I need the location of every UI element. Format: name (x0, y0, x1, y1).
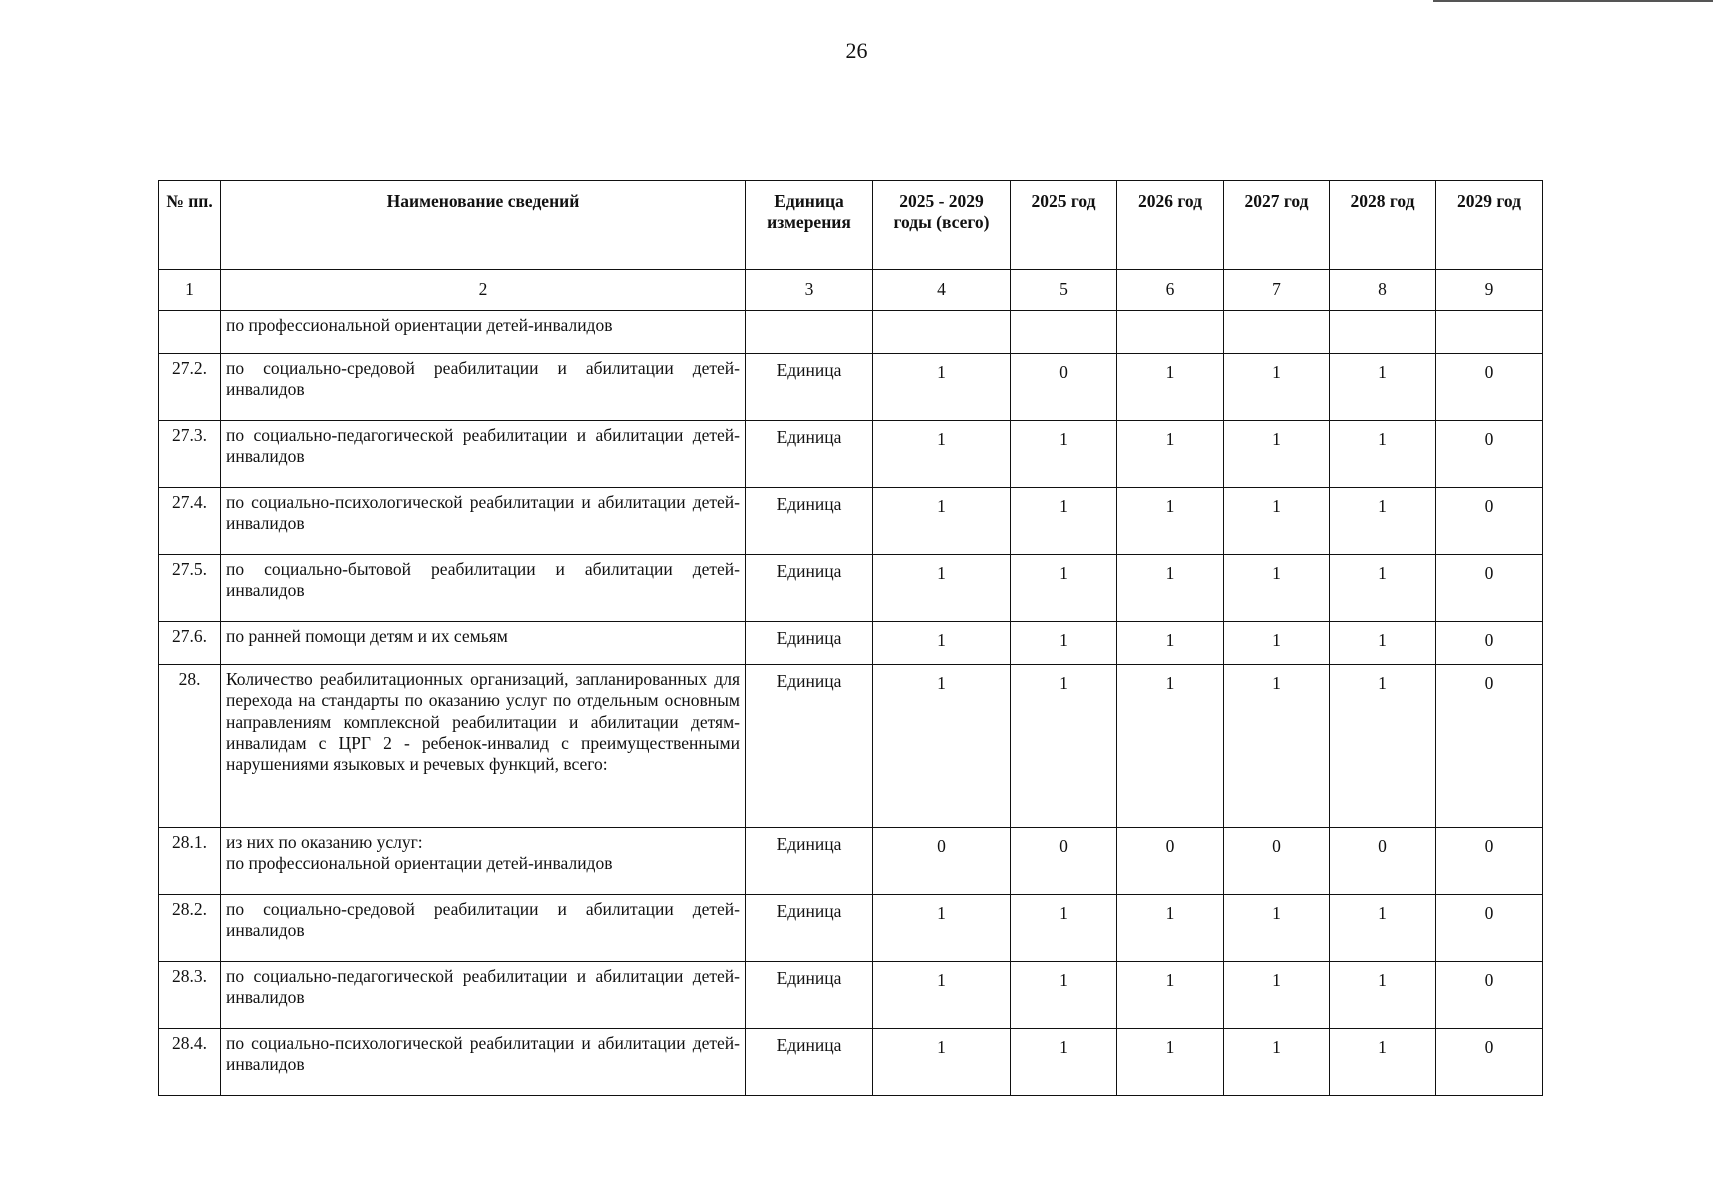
value-total: 1 (873, 421, 1011, 488)
header-name: Наименование сведений (221, 181, 746, 270)
row-unit: Единица (746, 1029, 873, 1096)
row-number: 27.6. (159, 622, 221, 665)
value-2028: 1 (1330, 962, 1436, 1029)
row-unit: Единица (746, 828, 873, 895)
row-unit: Единица (746, 555, 873, 622)
row-number: 27.5. (159, 555, 221, 622)
value-2029: 0 (1436, 488, 1543, 555)
value-total: 1 (873, 354, 1011, 421)
column-index-row (159, 270, 1543, 311)
header-2027: 2027 год (1224, 181, 1330, 270)
value-2026: 1 (1117, 421, 1224, 488)
index-cell: 2 (221, 270, 746, 311)
row-number: 28. (159, 665, 221, 828)
row-name: по профессиональной ориентации детей-инвалидов (221, 311, 746, 354)
table-row (159, 665, 1543, 828)
value-2026 (1117, 311, 1224, 354)
value-2029: 0 (1436, 622, 1543, 665)
value-2025: 0 (1011, 354, 1117, 421)
row-name: по социально-педагогической реабилитации и абилитации детей-инвалидов (221, 421, 746, 488)
value-2027: 1 (1224, 895, 1330, 962)
value-2025: 1 (1011, 962, 1117, 1029)
table-row (159, 555, 1543, 622)
page-number: 26 (845, 38, 868, 63)
table-row (159, 622, 1543, 665)
value-2028: 0 (1330, 828, 1436, 895)
row-number (159, 311, 221, 354)
value-2029: 0 (1436, 665, 1543, 828)
header-2029: 2029 год (1436, 181, 1543, 270)
value-2028: 1 (1330, 354, 1436, 421)
index-cell: 9 (1436, 270, 1543, 311)
row-number: 28.2. (159, 895, 221, 962)
header-2026: 2026 год (1117, 181, 1224, 270)
table-row (159, 1029, 1543, 1096)
value-2026: 1 (1117, 1029, 1224, 1096)
value-2027: 0 (1224, 828, 1330, 895)
header-row (159, 181, 1543, 270)
row-name: Количество реабилитационных организаций, запланированных для перехода на стандарты по оказанию услуг по отдельным основным направлениям комплексной реабилитации и абилитации детям-инвалидам с ЦРГ 2 - ребенок-инвалид с преимущественными нарушениями языковых и речевых функций, всего: (221, 665, 746, 828)
value-total: 1 (873, 895, 1011, 962)
row-unit: Единица (746, 895, 873, 962)
row-unit: Единица (746, 665, 873, 828)
table-row (159, 311, 1543, 354)
table-row (159, 828, 1543, 895)
row-unit: Единица (746, 622, 873, 665)
value-2027: 1 (1224, 421, 1330, 488)
value-2027: 1 (1224, 665, 1330, 828)
header-total: 2025 - 2029 годы (всего) (873, 181, 1011, 270)
value-2026: 1 (1117, 622, 1224, 665)
value-2029: 0 (1436, 1029, 1543, 1096)
value-2026: 1 (1117, 488, 1224, 555)
value-2025: 1 (1011, 555, 1117, 622)
table-row (159, 895, 1543, 962)
index-cell: 1 (159, 270, 221, 311)
value-total: 1 (873, 555, 1011, 622)
value-total: 1 (873, 665, 1011, 828)
value-2026: 0 (1117, 828, 1224, 895)
value-2025: 1 (1011, 488, 1117, 555)
table-row (159, 488, 1543, 555)
row-number: 28.1. (159, 828, 221, 895)
row-number: 27.2. (159, 354, 221, 421)
row-name: по социально-средовой реабилитации и абилитации детей-инвалидов (221, 895, 746, 962)
index-cell: 7 (1224, 270, 1330, 311)
value-total: 1 (873, 622, 1011, 665)
header-2025: 2025 год (1011, 181, 1117, 270)
row-name: по социально-бытовой реабилитации и абилитации детей-инвалидов (221, 555, 746, 622)
row-name: по социально-средовой реабилитации и абилитации детей-инвалидов (221, 354, 746, 421)
value-2025: 1 (1011, 895, 1117, 962)
value-2026: 1 (1117, 555, 1224, 622)
index-cell: 3 (746, 270, 873, 311)
row-name: по социально-психологической реабилитации и абилитации детей-инвалидов (221, 488, 746, 555)
index-cell: 8 (1330, 270, 1436, 311)
value-2027: 1 (1224, 1029, 1330, 1096)
value-2028: 1 (1330, 488, 1436, 555)
value-2027 (1224, 311, 1330, 354)
row-name: из них по оказанию услуг: по профессиональной ориентации детей-инвалидов (221, 828, 746, 895)
scan-edge-line (1433, 0, 1713, 2)
row-number: 28.3. (159, 962, 221, 1029)
value-2029: 0 (1436, 895, 1543, 962)
value-2028: 1 (1330, 555, 1436, 622)
value-2028 (1330, 311, 1436, 354)
index-cell: 4 (873, 270, 1011, 311)
value-2028: 1 (1330, 665, 1436, 828)
header-unit: Единица измерения (746, 181, 873, 270)
value-2027: 1 (1224, 962, 1330, 1029)
value-2025: 1 (1011, 665, 1117, 828)
row-name: по социально-психологической реабилитации и абилитации детей-инвалидов (221, 1029, 746, 1096)
value-total: 1 (873, 1029, 1011, 1096)
value-2027: 1 (1224, 354, 1330, 421)
table-row (159, 354, 1543, 421)
value-total: 1 (873, 488, 1011, 555)
value-2028: 1 (1330, 421, 1436, 488)
value-2029: 0 (1436, 555, 1543, 622)
value-2029: 0 (1436, 962, 1543, 1029)
row-unit: Единица (746, 421, 873, 488)
value-total (873, 311, 1011, 354)
value-2029: 0 (1436, 828, 1543, 895)
row-name: по ранней помощи детям и их семьям (221, 622, 746, 665)
value-2027: 1 (1224, 488, 1330, 555)
row-unit (746, 311, 873, 354)
value-2025: 1 (1011, 1029, 1117, 1096)
value-2026: 1 (1117, 962, 1224, 1029)
value-2028: 1 (1330, 622, 1436, 665)
row-unit: Единица (746, 962, 873, 1029)
header-2028: 2028 год (1330, 181, 1436, 270)
row-number: 28.4. (159, 1029, 221, 1096)
value-total: 0 (873, 828, 1011, 895)
value-2026: 1 (1117, 895, 1224, 962)
row-name: по социально-педагогической реабилитации и абилитации детей-инвалидов (221, 962, 746, 1029)
value-2025 (1011, 311, 1117, 354)
header-num: № пп. (159, 181, 221, 270)
row-unit: Единица (746, 354, 873, 421)
value-2028: 1 (1330, 895, 1436, 962)
value-2026: 1 (1117, 665, 1224, 828)
value-2028: 1 (1330, 1029, 1436, 1096)
value-2025: 0 (1011, 828, 1117, 895)
value-2027: 1 (1224, 555, 1330, 622)
value-total: 1 (873, 962, 1011, 1029)
value-2026: 1 (1117, 354, 1224, 421)
index-cell: 5 (1011, 270, 1117, 311)
table-row (159, 962, 1543, 1029)
data-table (158, 180, 1543, 1096)
row-unit: Единица (746, 488, 873, 555)
value-2025: 1 (1011, 421, 1117, 488)
value-2025: 1 (1011, 622, 1117, 665)
index-cell: 6 (1117, 270, 1224, 311)
row-number: 27.4. (159, 488, 221, 555)
value-2029: 0 (1436, 354, 1543, 421)
value-2029 (1436, 311, 1543, 354)
table-row (159, 421, 1543, 488)
row-number: 27.3. (159, 421, 221, 488)
value-2029: 0 (1436, 421, 1543, 488)
value-2027: 1 (1224, 622, 1330, 665)
